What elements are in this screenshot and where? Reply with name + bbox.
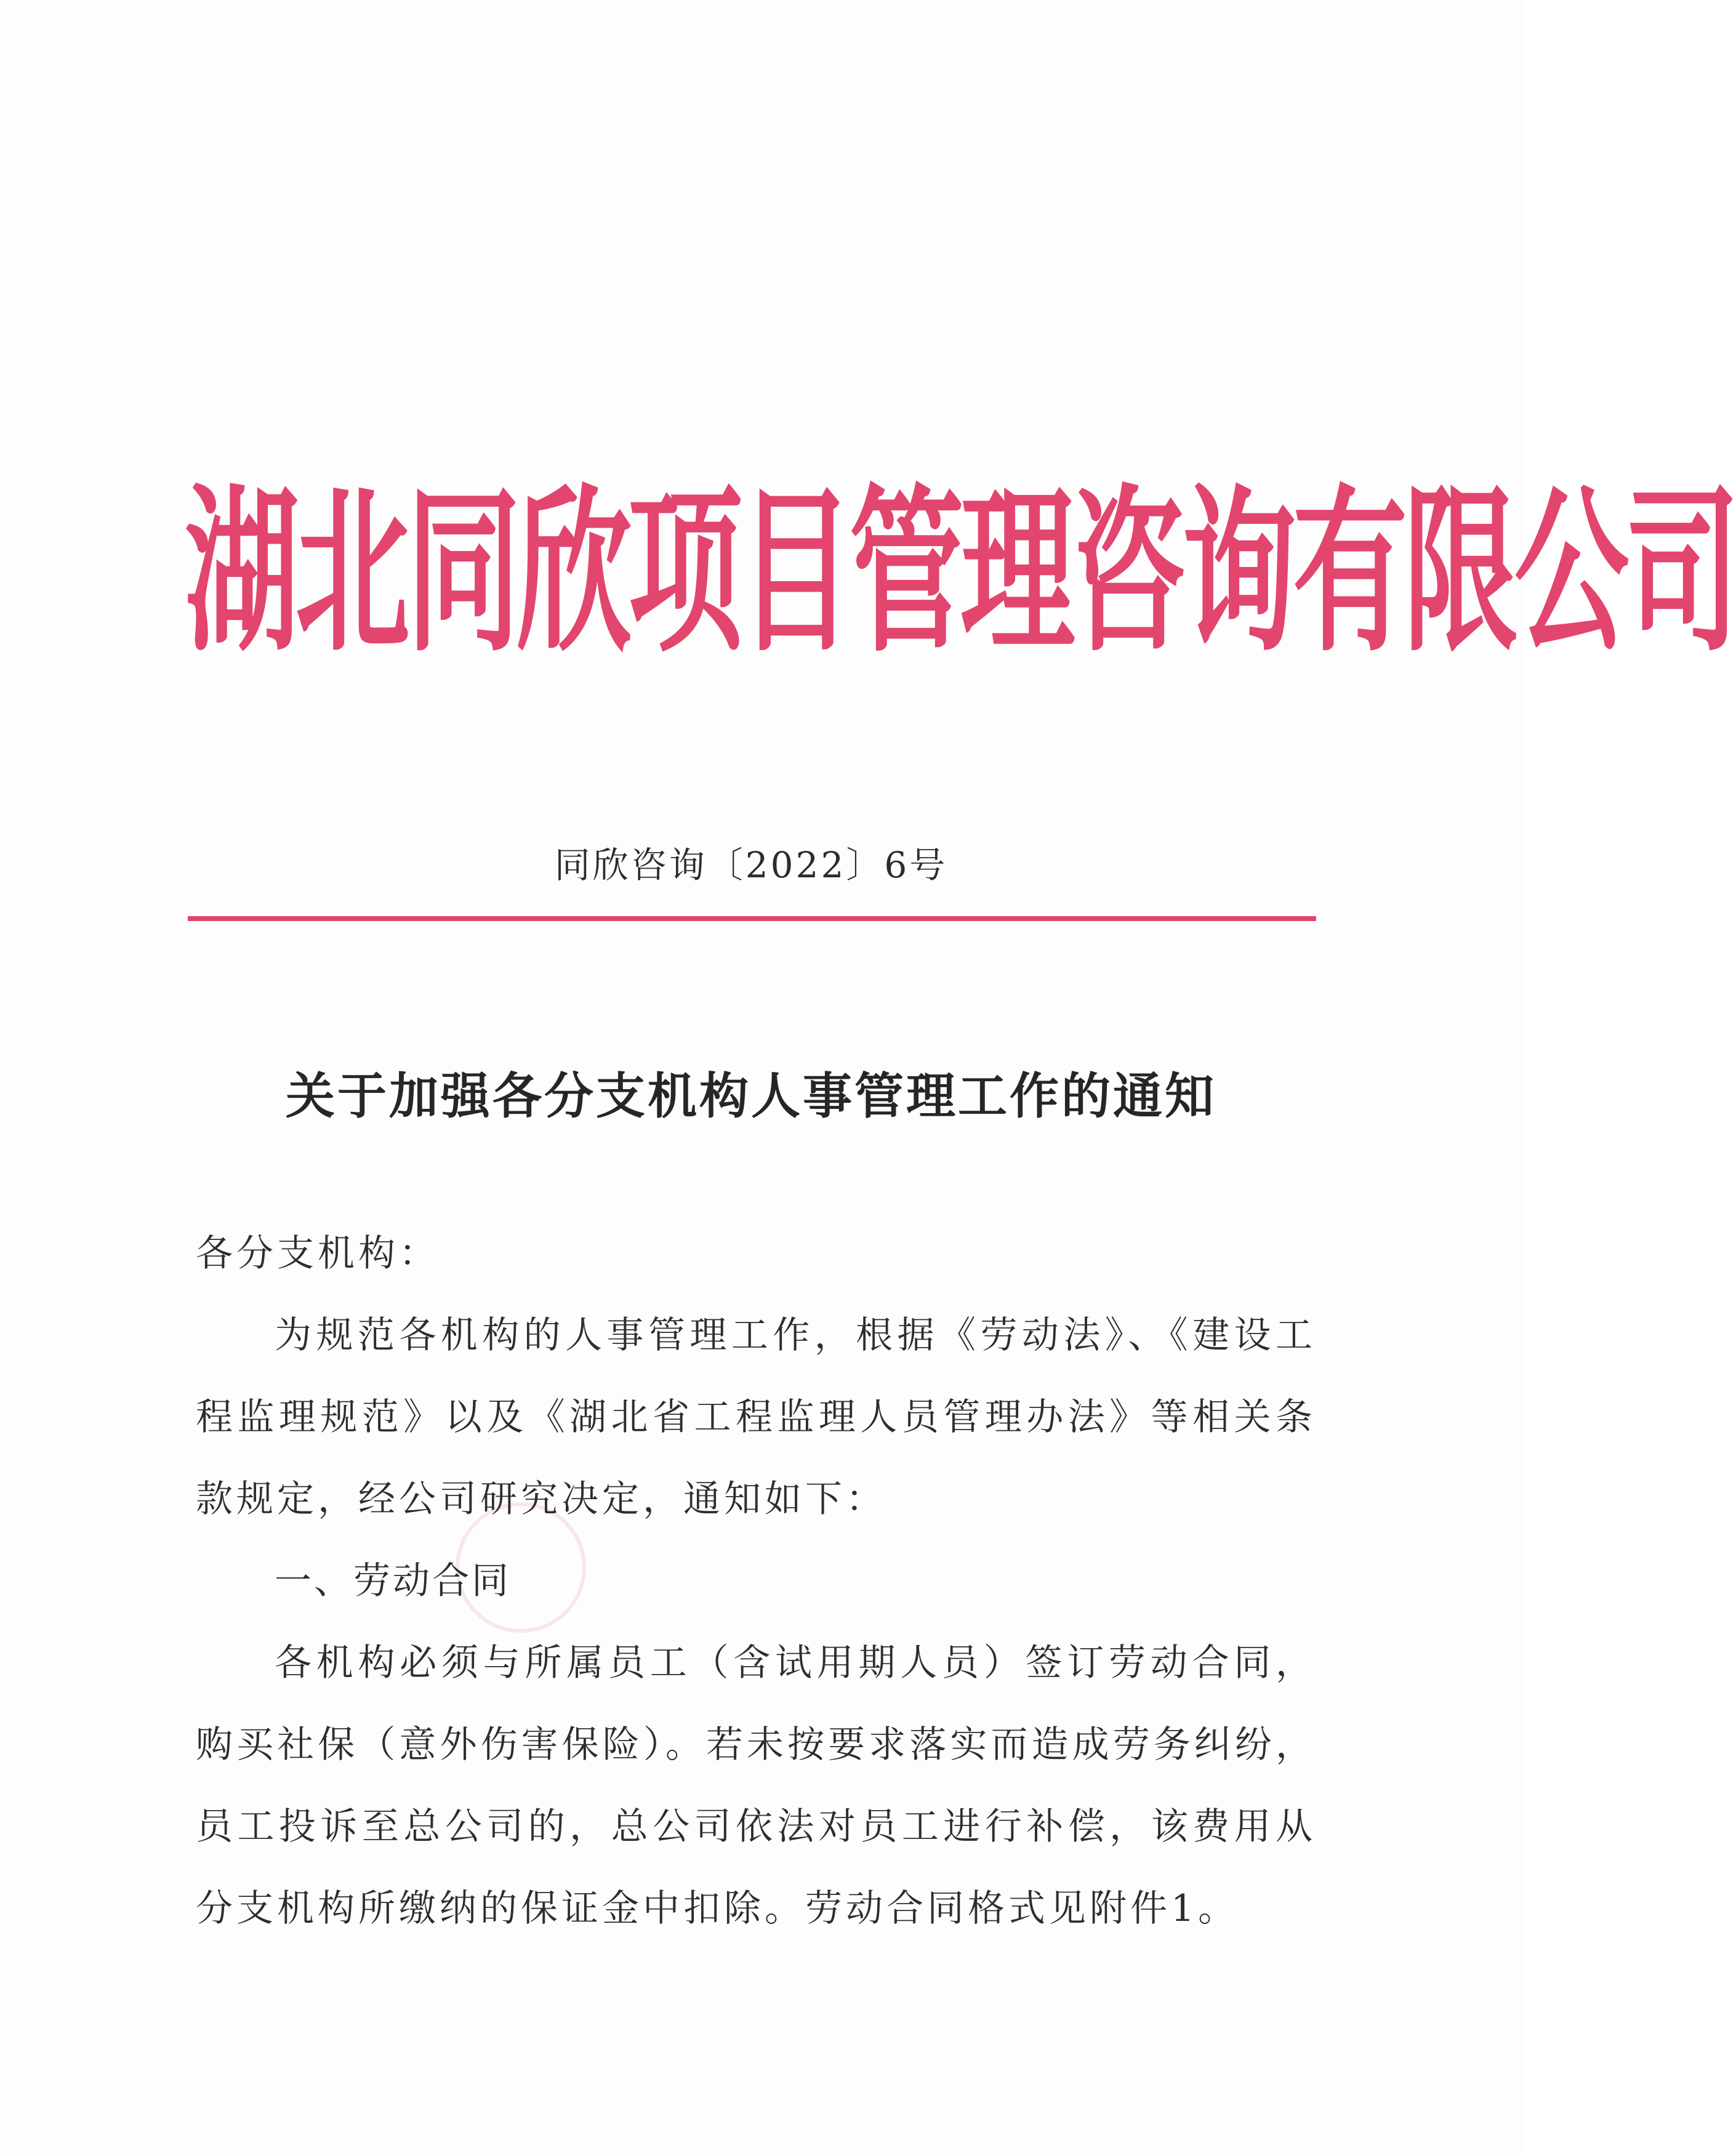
masthead-org-name: 湖北同欣项目管理咨询有限公司 bbox=[185, 469, 1736, 676]
section-heading-labor-contract: 一、劳动合同 bbox=[275, 1559, 511, 1603]
labor-contract-paragraph: 各机构必须与所属员工（含试用期人员）签订劳动合同，购买社保（意外伤害保险）。若未按要求落实而造成劳务纠纷，员工投诉至总公司的，总公司依法对员工进行补偿，该费用从分支机构所缴纳的保证金中扣除。劳动合同格式见附件1。 bbox=[196, 1641, 1316, 1930]
salutation: 各分支机构： bbox=[196, 1232, 440, 1275]
document-body bbox=[196, 1213, 1316, 1950]
document-title: 关于加强各分支机构人事管理工作的通知 bbox=[286, 1067, 1216, 1125]
document-number: 同欣咨询〔2022〕6号 bbox=[554, 844, 948, 886]
intro-paragraph: 为规范各机构的人事管理工作，根据《劳动法》、《建设工程监理规范》以及《湖北省工程监理人员管理办法》等相关条款规定，经公司研究决定，通知如下： bbox=[196, 1314, 1316, 1521]
red-divider-line bbox=[188, 916, 1316, 921]
